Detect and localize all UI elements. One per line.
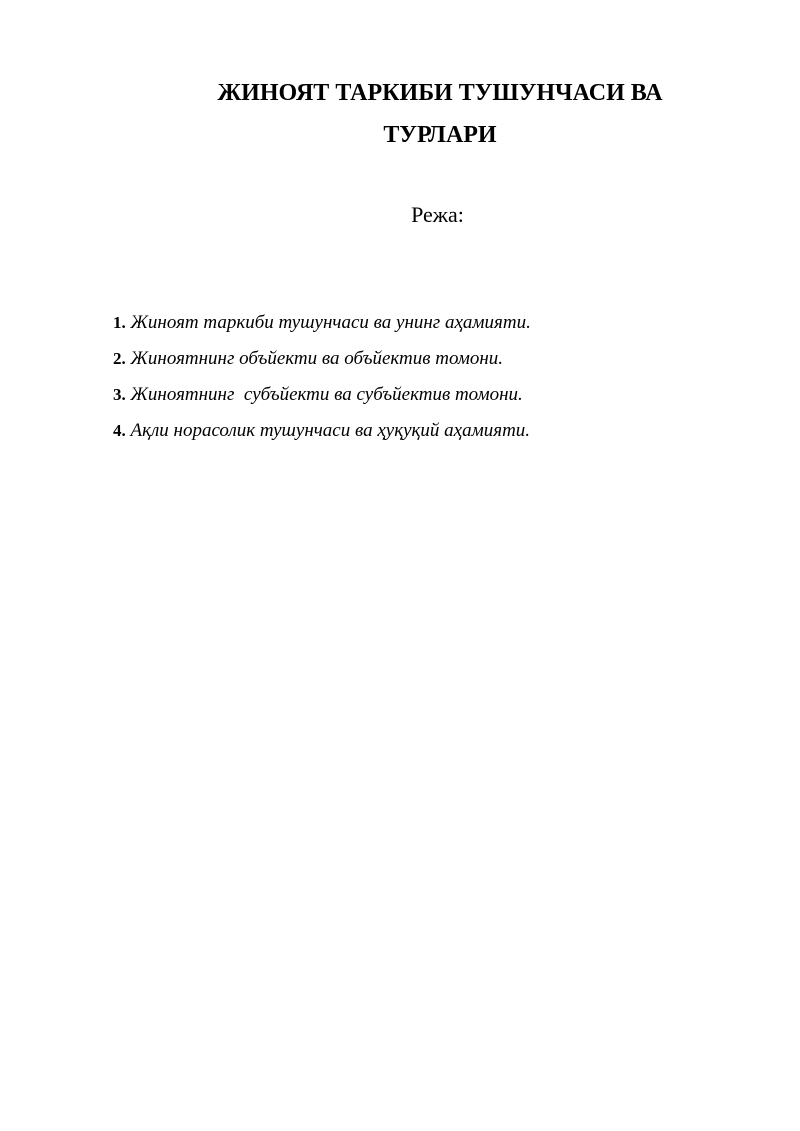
- plan-item-3: [113, 378, 713, 414]
- plan-list: [113, 306, 713, 450]
- plan-item-number: 3.: [113, 385, 126, 404]
- plan-item-2: [113, 342, 713, 378]
- document-title: [150, 72, 730, 156]
- plan-item-1: [113, 306, 713, 342]
- plan-item-number: 2.: [113, 349, 126, 368]
- plan-item-text: Жиноят таркиби тушунчаси ва унинг аҳамияти.: [130, 312, 531, 333]
- plan-item-number: 1.: [113, 313, 126, 332]
- plan-item-number: 4.: [113, 421, 126, 440]
- title-line-1: ЖИНОЯТ ТАРКИБИ ТУШУНЧАСИ ВА: [217, 80, 663, 106]
- plan-item-text: Жиноятнинг субъйекти ва субъйектив томони.: [130, 384, 523, 405]
- title-line-2: ТУРЛАРИ: [383, 122, 497, 148]
- plan-item-text: Жиноятнинг объйекти ва объйектив томони.: [130, 348, 504, 369]
- plan-item-4: [113, 414, 713, 450]
- plan-heading: Режа:: [411, 202, 464, 227]
- plan-item-text: Ақли норасолик тушунчаси ва ҳуқуқий аҳамияти.: [130, 420, 531, 441]
